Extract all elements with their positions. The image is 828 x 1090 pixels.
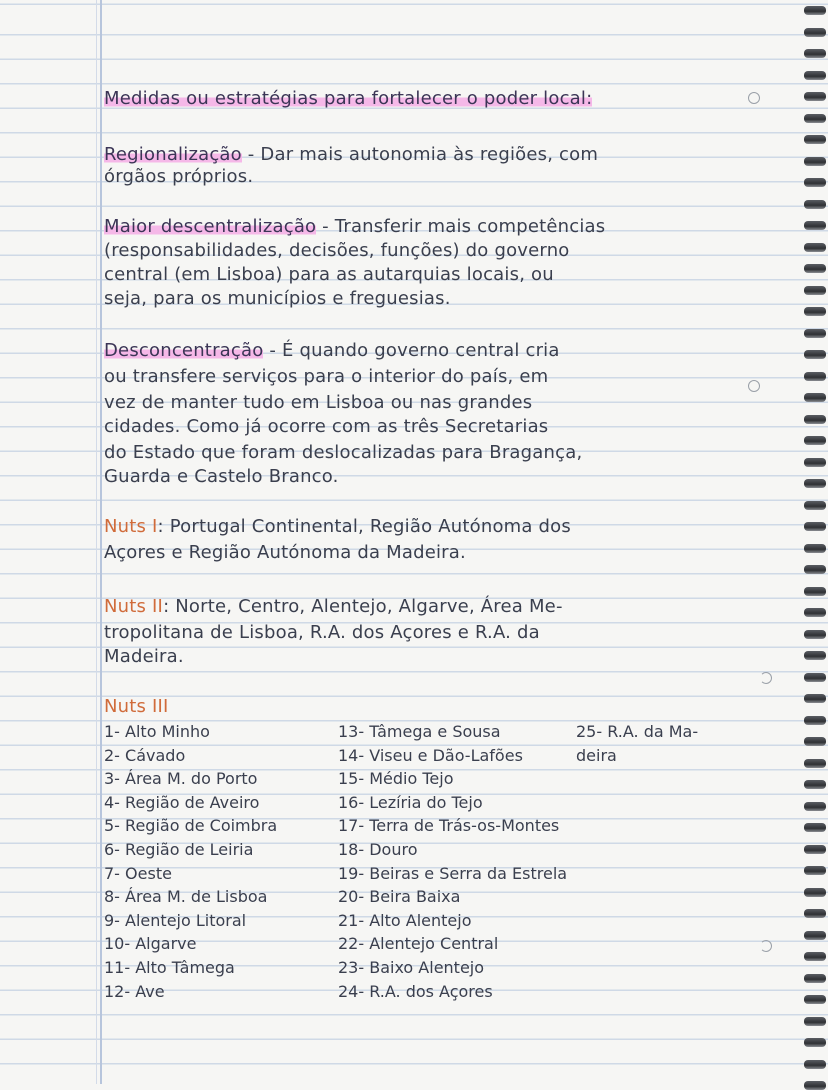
regionalizacao-term: Regionalização bbox=[104, 144, 242, 165]
nuts3-list-item: 21- Alto Alentejo bbox=[338, 910, 472, 930]
nuts3-list-item: 20- Beira Baixa bbox=[338, 887, 461, 907]
binder-hole-icon bbox=[760, 672, 772, 684]
nuts3-list-item: 18- Douro bbox=[338, 840, 418, 859]
spiral-ring-icon bbox=[804, 436, 826, 445]
nuts3-list-item: 14- Viseu e Dão-Lafões bbox=[338, 745, 523, 765]
spiral-ring-icon bbox=[804, 737, 826, 746]
spiral-ring-icon bbox=[804, 845, 826, 854]
nuts3-list-item: 10- Algarve bbox=[104, 934, 197, 954]
nuts3-list-item: 17- Terra de Trás-os-Montes bbox=[338, 816, 560, 836]
spiral-ring-icon bbox=[804, 716, 826, 725]
nuts3-list-item: 7- Oeste bbox=[104, 863, 172, 883]
nuts3-list-item: 4- Região de Aveiro bbox=[104, 792, 260, 812]
desconcentracao-line-4: cidades. Como já ocorre com as três Secretarias bbox=[104, 416, 549, 437]
nuts3-list-item: 11- Alto Tâmega bbox=[104, 958, 235, 977]
nuts3-list-item: 25- R.A. da Ma- bbox=[576, 722, 699, 741]
binder-hole-icon bbox=[760, 940, 772, 952]
nuts3-list-item: 2- Cávado bbox=[104, 745, 186, 765]
desconcentracao-line-6: Guarda e Castelo Branco. bbox=[104, 466, 339, 487]
spiral-ring-icon bbox=[804, 1060, 826, 1069]
spiral-ring-icon bbox=[804, 673, 826, 682]
spiral-ring-icon bbox=[804, 393, 826, 402]
spiral-ring-icon bbox=[804, 931, 826, 940]
desconcentracao-line-3: vez de manter tudo em Lisboa ou nas grandes bbox=[104, 392, 533, 413]
spiral-ring-icon bbox=[804, 49, 826, 58]
nuts3-list-item: 13- Tâmega e Sousa bbox=[338, 722, 501, 741]
spiral-ring-icon bbox=[804, 866, 826, 875]
spiral-ring-icon bbox=[804, 1038, 826, 1047]
nuts3-list-item: 23- Baixo Alentejo bbox=[338, 958, 485, 977]
spiral-ring-icon bbox=[804, 522, 826, 531]
spiral-ring-icon bbox=[804, 307, 826, 316]
spiral-ring-icon bbox=[804, 909, 826, 918]
descentralizacao-line-1: Maior descentralização - Transferir mais competências bbox=[104, 216, 606, 237]
nuts3-list-item: 1- Alto Minho bbox=[104, 722, 210, 741]
spiral-ring-icon bbox=[804, 974, 826, 983]
nuts3-list-item: 8- Área M. de Lisboa bbox=[104, 887, 268, 907]
spiral-ring-icon bbox=[804, 71, 826, 80]
spiral-binding bbox=[802, 0, 828, 1084]
nuts3-list-item: 5- Região de Coimbra bbox=[104, 816, 278, 836]
nuts3-list-item: 22- Alentejo Central bbox=[338, 934, 499, 954]
spiral-ring-icon bbox=[804, 286, 826, 295]
spiral-ring-icon bbox=[804, 630, 826, 639]
spiral-ring-icon bbox=[804, 565, 826, 574]
nuts3-list-item: deira bbox=[576, 745, 617, 765]
spiral-ring-icon bbox=[804, 28, 826, 37]
spiral-ring-icon bbox=[804, 995, 826, 1004]
spiral-ring-icon bbox=[804, 1017, 826, 1026]
margin-line bbox=[100, 0, 102, 1084]
spiral-ring-icon bbox=[804, 415, 826, 424]
spiral-ring-icon bbox=[804, 372, 826, 381]
nuts3-list-item: 3- Área M. do Porto bbox=[104, 769, 258, 789]
nuts2-term: Nuts II bbox=[104, 596, 164, 617]
spiral-ring-icon bbox=[804, 243, 826, 252]
spiral-ring-icon bbox=[804, 350, 826, 359]
desconcentracao-term: Desconcentração bbox=[104, 340, 264, 361]
spiral-ring-icon bbox=[804, 135, 826, 144]
nuts2-line-1: Nuts II: Norte, Centro, Alentejo, Algarve, Área Me- bbox=[104, 596, 563, 617]
spiral-ring-icon bbox=[804, 888, 826, 897]
margin-line-inner bbox=[96, 0, 97, 1084]
spiral-ring-icon bbox=[804, 458, 826, 467]
nuts3-heading: Nuts III bbox=[104, 696, 169, 717]
nuts3-list-item: 24- R.A. dos Açores bbox=[338, 981, 493, 1001]
nuts3-list-item: 6- Região de Leiria bbox=[104, 840, 254, 859]
spiral-ring-icon bbox=[804, 221, 826, 230]
spiral-ring-icon bbox=[804, 501, 826, 510]
spiral-ring-icon bbox=[804, 587, 826, 596]
spiral-ring-icon bbox=[804, 694, 826, 703]
binder-hole-icon bbox=[748, 92, 760, 104]
spiral-ring-icon bbox=[804, 157, 826, 166]
regionalizacao-line-2: órgãos próprios. bbox=[104, 166, 254, 187]
desconcentracao-line-2: ou transfere serviços para o interior do país, em bbox=[104, 366, 549, 387]
nuts3-list-item: 9- Alentejo Litoral bbox=[104, 910, 247, 930]
spiral-ring-icon bbox=[804, 479, 826, 488]
spiral-ring-icon bbox=[804, 823, 826, 832]
nuts1-line-1: Nuts I: Portugal Continental, Região Autónoma dos bbox=[104, 516, 571, 537]
page-heading: Medidas ou estratégias para fortalecer o poder local: bbox=[104, 88, 593, 109]
spiral-ring-icon bbox=[804, 178, 826, 187]
nuts3-list-item: 15- Médio Tejo bbox=[338, 769, 454, 789]
spiral-ring-icon bbox=[804, 544, 826, 553]
descentralizacao-line-3: central (em Lisboa) para as autarquias locais, ou bbox=[104, 264, 554, 285]
spiral-ring-icon bbox=[804, 651, 826, 660]
nuts3-list-item: 12- Ave bbox=[104, 981, 165, 1001]
spiral-ring-icon bbox=[804, 759, 826, 768]
nuts3-list-item: 16- Lezíria do Tejo bbox=[338, 792, 483, 812]
spiral-ring-icon bbox=[804, 200, 826, 209]
nuts3-list-item: 19- Beiras e Serra da Estrela bbox=[338, 863, 568, 883]
spiral-ring-icon bbox=[804, 780, 826, 789]
spiral-ring-icon bbox=[804, 329, 826, 338]
descentralizacao-line-4: seja, para os municípios e freguesias. bbox=[104, 288, 451, 309]
spiral-ring-icon bbox=[804, 6, 826, 15]
regionalizacao-line-1: Regionalização - Dar mais autonomia às regiões, com bbox=[104, 144, 599, 165]
spiral-ring-icon bbox=[804, 952, 826, 961]
desconcentracao-line-5: do Estado que foram deslocalizadas para Bragança, bbox=[104, 442, 583, 463]
nuts1-term: Nuts I bbox=[104, 516, 158, 537]
descentralizacao-line-2: (responsabilidades, decisões, funções) do governo bbox=[104, 240, 570, 261]
nuts1-line-2: Açores e Região Autónoma da Madeira. bbox=[104, 542, 466, 563]
nuts2-line-3: Madeira. bbox=[104, 646, 184, 667]
spiral-ring-icon bbox=[804, 1081, 826, 1090]
nuts2-line-2: tropolitana de Lisboa, R.A. dos Açores e R.A. da bbox=[104, 622, 540, 643]
binder-hole-icon bbox=[748, 380, 760, 392]
spiral-ring-icon bbox=[804, 802, 826, 811]
spiral-ring-icon bbox=[804, 114, 826, 123]
desconcentracao-line-1: Desconcentração - É quando governo central cria bbox=[104, 340, 560, 361]
descentralizacao-term: Maior descentralização bbox=[104, 216, 317, 237]
spiral-ring-icon bbox=[804, 92, 826, 101]
spiral-ring-icon bbox=[804, 608, 826, 617]
spiral-ring-icon bbox=[804, 264, 826, 273]
